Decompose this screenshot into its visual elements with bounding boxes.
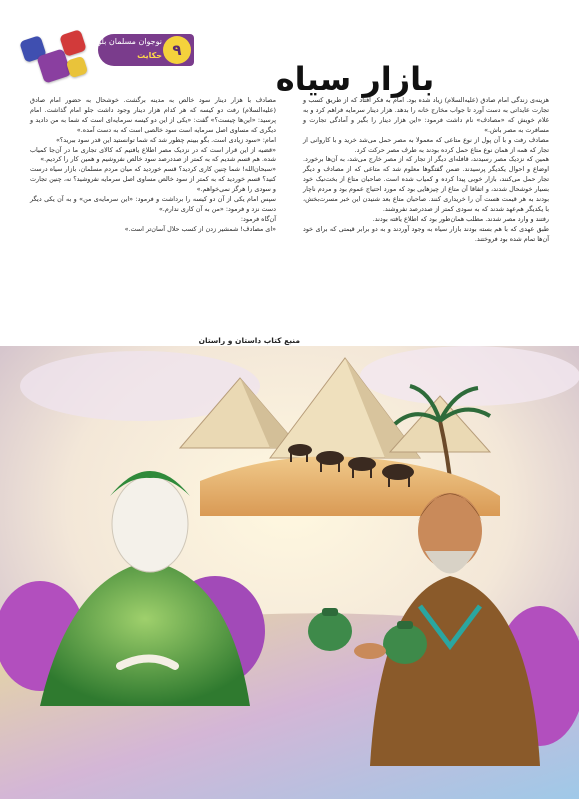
paragraph: «قضیه از این قرار است که در نزدیک مصر اطلاع یافتیم که کالای تجاری ما در آن‌جا کمیاب شده. هم قسم شدیم که به کمتر از صددرصد سود خالص نفروشیم و همین کار را کردیم.» (30, 145, 276, 164)
paragraph: همین که نزدیک مصر رسیدند، قافله‌ای دیگر از تجار که از مصر خارج می‌شد، به آن‌ها برخورد. اوضاع و احوال یکدیگر پرسیدند. ضمن گفتگوها معلوم شد که متاعی که از مصادف و دیگر تجار حمل می‌کنند، بازار خوبی پیدا کرده و کمیاب شده است. صاحبان متاع از بخت‌نیک خود بسیار خوشحال شدند، و اتفاقا آن متاع از چیزهایی بود که مورد احتیاج عموم بود و مردم ناچار بودند به هر قیمت هست آن را خریداری کنند. صاحبان متاع بعد شنیدن این خبر مسرت‌بخش، با یکدیگر هم‌عهد شدند که به سودی کمتر از صددرصد نفروشند. (303, 155, 549, 213)
merchant-hand (354, 643, 386, 659)
paragraph: «ای مصادف! شمشیر زدن از کسب حلال آسان‌تر است.» (124, 224, 276, 233)
text-column-right (303, 96, 549, 245)
source-credit: منبع کتاب داستان و راستان (198, 336, 300, 345)
illustration-market-scene (0, 346, 579, 799)
paragraph: رفتند و وارد مصر شدند. مطلب همان‌طور بود که اطلاع یافته بودند. (372, 214, 549, 223)
section-label: حکایت (137, 51, 162, 60)
paragraph: طبق عهدی که با هم بسته بودند بازار سیاه به وجود آوردند و به دو برابر قیمتی که برای خود آن‌ها تمام شده بود فروختند. (303, 224, 549, 243)
paragraph: آن‌گاه فرمود: (240, 214, 276, 223)
paragraph: مصادف رفت و با آن پول از نوع متاعی که معمولا به مصر حمل می‌شد خرید و با کاروانی از تجار که همه از همان نوع متاع حمل کرده بودند به طرف مصر حرکت کرد. (303, 135, 549, 154)
magazine-title: نوجوان مسلمان بلوچ (92, 37, 162, 46)
paragraph: هزینه‌ی زندگی امام صادق (علیه‌السلام) زیاد شده بود. امام به فکر افتاد که از طریق کسب و تجارت عایداتی به دست آورد تا جواب مخارج خانه را بدهد. هزار دینار سرمایه فراهم کرد و به غلام خویش که «مصادف» نام داشت فرمود: «این هزار دینار را بگیر و آمادگی تجارت و مسافرت به مصر باش.» (303, 96, 549, 134)
paragraph: امام: «سود زیادی است. بگو ببینم چطور شد که شما توانستید این قدر سود ببرید؟» (55, 135, 276, 144)
paragraph: «سبحان‌الله! شما چنین کاری کردید؟ قسم خوردید که میان مردم مسلمان، بازار سیاه درست کنید؟ قسم خوردید که به کمتر از سود خالص مساوی اصل سرمایه نفروشید؟ نه، چنین تجارت و سودی را هرگز نمی‌خواهم.» (30, 165, 276, 194)
cloud (360, 346, 579, 406)
paragraph: مصادف با هزار دینار سود خالص به مدینه برگشت. خوشحال به حضور امام صادق (علیه‌السلام) رفت دو کیسه که هر کدام هزار دینار وجود داشت جلو امام گذاشت. امام پرسید: «این‌ها چیست؟» گفت: «یکی از این دو کیسه سرمایه‌ای است که شما به من دادید و دیگری که مساوی اصل سرمایه است سود خالصی است که به دست آمده.» (30, 96, 276, 134)
paragraph: سپس امام یکی از آن دو کیسه را برداشت و فرمود: «این سرمایه‌ی من» و به آن یکی دیگر دست نزد و فرمود: «من به آن کاری ندارم.» (30, 195, 276, 213)
page-number: ۹ (163, 36, 191, 64)
text-column-left (30, 96, 276, 235)
article-title: بازار سیاه (275, 60, 435, 98)
